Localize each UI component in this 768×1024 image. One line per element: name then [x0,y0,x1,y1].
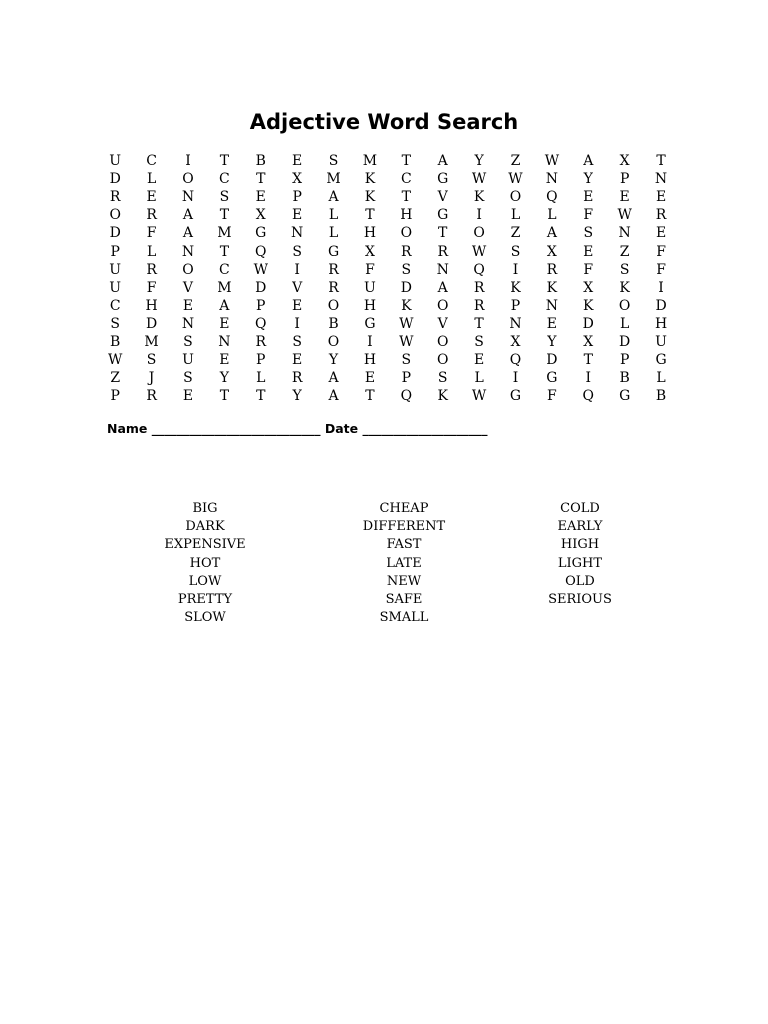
grid-letter: L [547,207,557,224]
grid-letter: U [182,352,194,369]
grid-letter: B [255,153,266,170]
grid-letter: E [182,388,194,405]
word-list-item: CHEAP [379,501,429,516]
word-list-item: LATE [386,555,422,571]
grid-letter: S [619,261,630,278]
grid-letter: Z [619,243,630,260]
grid-letter: T [583,352,593,369]
grid-letter: S [583,225,594,242]
grid-letter: I [294,315,300,332]
grid-letter: N [618,225,631,242]
grid-letter: A [182,207,194,224]
grid-letter: L [510,207,521,224]
grid-letter: P [256,352,266,369]
grid-letter: W [399,333,414,350]
grid-letter: R [437,243,448,260]
grid-letter: R [146,207,157,224]
grid-letter: T [365,388,375,405]
grid-letter: E [292,207,303,224]
grid-letter: S [328,153,339,170]
grid-letter: H [145,297,158,314]
word-list-item: BIG [192,501,218,516]
grid-letter: F [656,261,666,278]
grid-letter: W [544,153,560,170]
grid-letter: X [292,171,303,188]
grid-row [97,170,679,188]
grid-letter: T [365,207,375,224]
grid-letter: C [109,297,121,314]
grid-letter: Z [110,370,121,387]
grid-letter: J [148,370,155,387]
grid-letter: O [182,171,194,188]
grid-letter: D [109,225,121,242]
grid-row [97,152,679,170]
grid-letter: N [545,297,558,314]
grid-letter: I [294,261,300,278]
grid-letter: S [183,333,193,350]
grid-letter: K [510,279,521,296]
grid-letter: Q [255,315,267,332]
grid-letter: S [292,333,302,350]
grid-letter: S [219,189,230,206]
grid-letter: L [474,370,484,387]
grid-letter: H [363,297,377,314]
grid-letter: F [146,279,157,296]
grid-letter: G [509,388,522,405]
grid-letter: B [619,370,630,387]
grid-letter: V [292,279,303,296]
grid-letter: P [401,370,412,387]
grid-letter: U [655,333,667,350]
word-list-item: LOW [188,573,222,589]
grid-letter: W [617,207,632,224]
grid-letter: L [328,225,339,242]
word-list-column-3 [520,500,640,609]
grid-letter: P [619,171,630,188]
grid-letter: Y [583,171,593,188]
grid-letter: R [255,333,267,350]
grid-letter: U [109,153,122,170]
word-list-item: DARK [185,519,225,535]
grid-letter: T [438,225,448,242]
grid-letter: C [146,153,157,170]
grid-letter: M [326,171,341,188]
page-title: Adjective Word Search [249,110,519,134]
grid-letter: O [182,261,194,278]
grid-letter: F [365,261,375,278]
grid-letter: G [364,315,376,332]
grid-letter: P [619,352,630,369]
word-list-item: COLD [560,501,600,516]
word-list-item: EARLY [557,519,603,535]
grid-letter: I [512,370,519,387]
word-list-column-2 [344,500,464,627]
grid-letter: N [654,171,668,188]
grid-letter: O [436,297,449,314]
grid-letter: U [109,279,122,296]
grid-letter: N [181,189,195,206]
grid-letter: X [619,153,630,170]
grid-letter: E [619,189,630,206]
grid-letter: U [364,279,376,296]
grid-letter: H [654,315,668,332]
grid-row [97,369,679,387]
grid-letter: R [291,370,303,387]
grid-letter: Z [510,225,521,242]
grid-letter: E [364,370,376,387]
grid-row [97,188,679,206]
grid-letter: B [328,315,339,332]
grid-letter: T [219,243,230,260]
grid-letter: S [474,333,484,350]
grid-letter: V [437,315,448,332]
grid-letter: A [328,388,339,405]
grid-letter: F [583,261,594,278]
grid-letter: O [473,225,485,242]
grid-letter: O [436,352,449,369]
grid-letter: Y [328,352,339,369]
grid-letter: T [656,153,666,170]
grid-letter: L [256,370,266,387]
grid-letter: T [256,171,266,188]
grid-letter: O [109,207,121,224]
grid-letter: N [436,261,449,278]
word-list-item: HOT [189,555,221,571]
grid-letter: R [473,279,485,296]
grid-letter: U [109,261,122,278]
grid-letter: A [437,153,448,170]
grid-letter: N [545,171,558,188]
grid-letter: M [144,333,159,350]
grid-letter: Q [546,189,558,206]
grid-letter: L [146,171,157,188]
grid-letter: Q [582,388,595,405]
grid-letter: Y [474,153,484,170]
grid-letter: A [219,297,230,314]
grid-letter: H [363,352,377,369]
grid-letter: S [401,352,412,369]
grid-letter: O [436,333,449,350]
grid-letter: D [255,279,267,296]
grid-letter: D [400,279,412,296]
grid-letter: H [400,207,413,224]
grid-letter: C [400,171,412,188]
grid-letter: K [364,171,376,188]
grid-letter: T [401,189,411,206]
grid-row [97,333,679,351]
grid-letter: A [182,225,194,242]
grid-letter: G [546,370,558,387]
grid-letter: T [219,207,230,224]
grid-letter: M [217,225,232,242]
grid-row [97,279,679,297]
grid-letter: P [510,297,521,314]
grid-letter: E [583,243,594,260]
grid-letter: O [618,297,631,314]
grid-letter: Y [547,333,557,350]
grid-letter: E [655,225,667,242]
grid-letter: S [401,261,412,278]
grid-letter: E [219,315,230,332]
grid-letter: T [474,315,484,332]
grid-letter: F [146,225,157,242]
grid-letter: I [658,279,664,296]
grid-letter: G [437,171,449,188]
grid-letter: D [109,171,121,188]
name-date-line: Name ___________________________ Date ____________________ [107,421,488,436]
grid-letter: F [583,207,594,224]
grid-letter: G [255,225,267,242]
grid-letter: L [620,315,630,332]
word-list-item: HIGH [560,537,600,553]
grid-letter: X [364,243,375,260]
grid-letter: B [655,388,667,405]
grid-letter: E [255,189,266,206]
grid-letter: W [508,171,523,188]
grid-letter: I [185,153,191,170]
grid-letter: Z [510,153,521,170]
grid-letter: N [181,243,195,260]
grid-letter: K [437,388,448,405]
grid-letter: D [145,315,158,332]
grid-letter: E [546,315,557,332]
grid-row [97,297,679,315]
grid-letter: P [110,243,120,260]
grid-letter: S [437,370,448,387]
grid-letter: M [362,153,378,170]
grid-letter: D [546,352,558,369]
grid-letter: K [473,189,485,206]
grid-row [97,206,679,224]
grid-letter: W [253,261,268,278]
grid-letter: G [327,243,340,260]
grid-letter: X [583,279,594,296]
grid-letter: L [146,243,157,260]
grid-letter: D [582,315,594,332]
grid-letter: L [328,207,339,224]
grid-letter: G [655,352,667,369]
grid-letter: S [510,243,521,260]
grid-letter: A [583,153,594,170]
grid-letter: T [401,153,411,170]
grid-row [97,351,679,369]
grid-letter: D [655,297,667,314]
word-list-item: OLD [565,573,595,589]
grid-letter: N [509,315,522,332]
grid-letter: R [328,261,339,278]
grid-letter: O [327,333,340,350]
grid-letter: V [182,279,194,296]
grid-letter: R [109,189,121,206]
grid-letter: N [218,333,231,350]
word-list-item: SLOW [184,610,226,626]
word-list-item: DIFFERENT [362,519,446,535]
grid-letter: M [217,279,232,296]
grid-letter: A [328,189,339,206]
grid-letter: V [437,189,448,206]
word-list-item: SAFE [385,591,423,607]
grid-letter: E [292,352,303,369]
grid-row [97,387,679,405]
grid-letter: N [181,315,195,332]
grid-letter: K [583,297,594,314]
word-list-item: LIGHT [557,555,603,571]
grid-letter: C [219,261,230,278]
grid-letter: W [471,388,487,405]
grid-letter: P [256,297,266,314]
grid-letter: K [619,279,630,296]
grid-letter: Q [473,261,485,278]
grid-letter: E [473,352,485,369]
grid-letter: R [146,261,157,278]
grid-letter: Q [509,352,522,369]
grid-letter: R [546,261,558,278]
grid-letter: I [367,333,373,350]
grid-letter: Q [255,243,267,260]
grid-letter: O [400,225,413,242]
grid-letter: E [655,189,667,206]
grid-letter: Y [219,370,229,387]
grid-letter: E [146,189,157,206]
grid-row [97,224,679,242]
grid-letter: R [655,207,667,224]
grid-letter: L [656,370,666,387]
word-list-item: SMALL [379,610,429,626]
grid-row [97,242,679,260]
grid-letter: E [583,189,594,206]
grid-letter: I [476,207,482,224]
grid-letter: S [110,315,120,332]
grid-letter: G [619,388,631,405]
word-list-column-1 [145,500,265,627]
grid-letter: X [255,207,266,224]
grid-letter: W [471,243,487,260]
grid-letter: P [292,189,302,206]
grid-letter: Y [292,388,302,405]
grid-letter: Q [400,388,413,405]
grid-letter: C [219,171,230,188]
grid-letter: H [363,225,377,242]
grid-letter: D [619,333,631,350]
grid-letter: X [546,243,557,260]
grid-letter: R [328,279,339,296]
grid-letter: F [547,388,557,405]
word-list-item: FAST [386,537,422,553]
grid-letter: W [399,315,414,332]
grid-letter: R [401,243,412,260]
grid-letter: S [183,370,193,387]
grid-letter: A [437,279,448,296]
word-search-grid [97,152,679,405]
grid-letter: I [585,370,592,387]
grid-letter: S [292,243,302,260]
grid-row [97,315,679,333]
grid-letter: O [327,297,340,314]
word-list-item: NEW [386,573,422,589]
grid-letter: S [146,352,157,369]
grid-letter: R [473,297,485,314]
word-list-item: EXPENSIVE [164,537,246,553]
word-list-item: SERIOUS [548,591,612,607]
grid-letter: P [110,388,120,405]
grid-letter: G [437,207,449,224]
grid-letter: T [219,388,230,405]
grid-letter: E [219,352,230,369]
word-list-item: PRETTY [177,591,233,607]
grid-letter: E [292,153,303,170]
grid-letter: A [328,370,339,387]
grid-letter: E [292,297,303,314]
grid-letter: X [583,333,594,350]
grid-letter: I [512,261,519,278]
grid-letter: N [291,225,304,242]
grid-letter: T [219,153,230,170]
grid-letter: W [471,171,487,188]
grid-letter: W [108,352,123,369]
grid-letter: K [546,279,558,296]
grid-row [97,261,679,279]
grid-letter: R [146,388,157,405]
grid-letter: A [546,225,557,242]
grid-letter: B [110,333,121,350]
grid-letter: O [509,189,522,206]
grid-letter: X [510,333,521,350]
grid-letter: F [656,243,666,260]
grid-letter: T [256,388,266,405]
grid-letter: K [401,297,412,314]
grid-letter: K [364,189,376,206]
grid-letter: E [182,297,194,314]
